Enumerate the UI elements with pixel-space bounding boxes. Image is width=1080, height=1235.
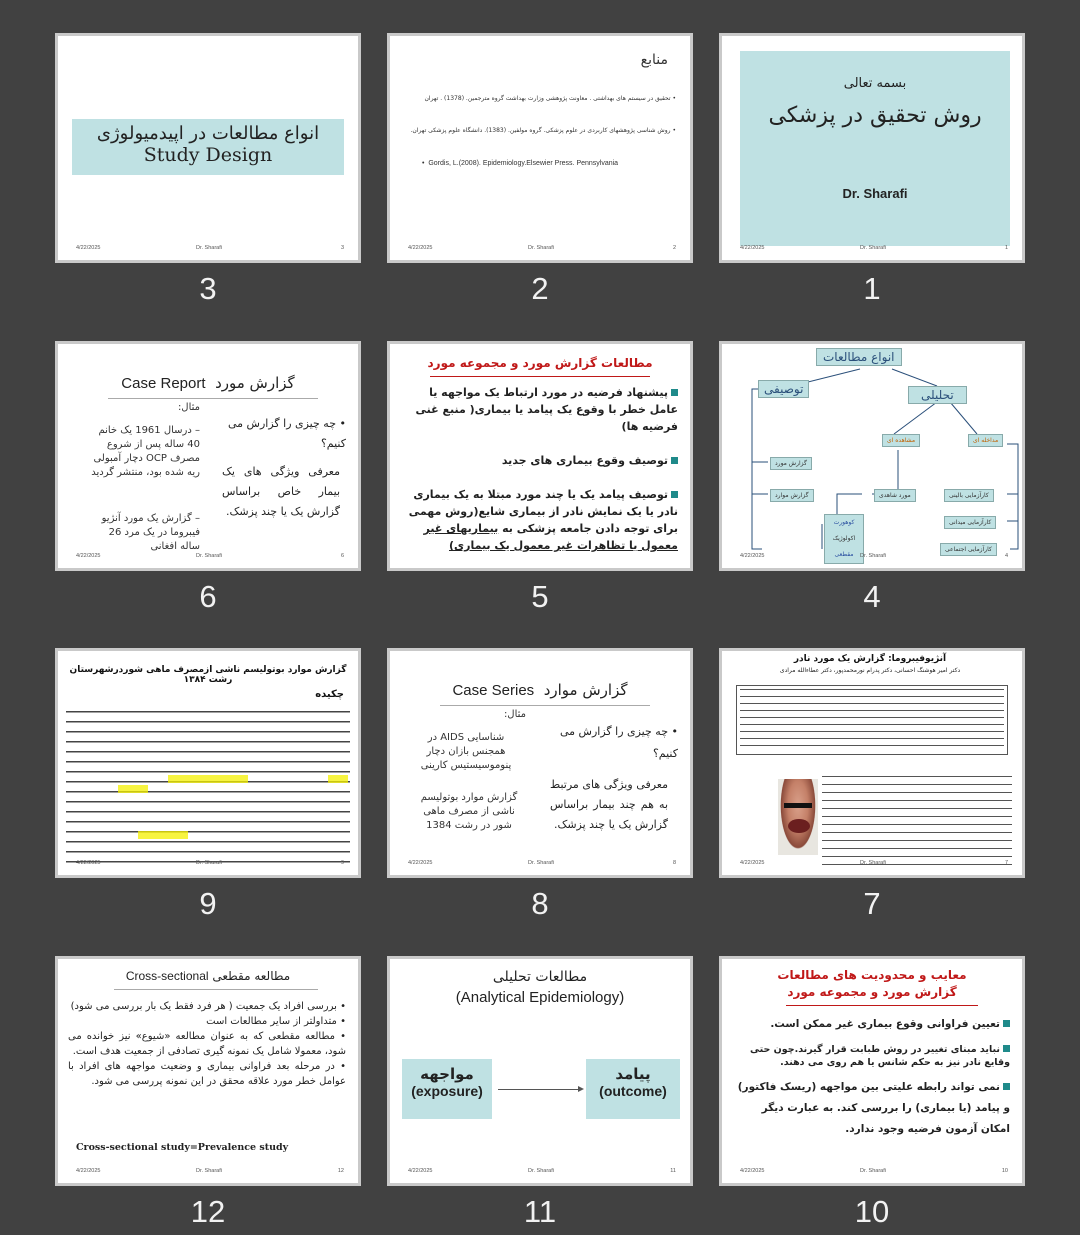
slide-title: روش تحقیق در پزشکی [768, 103, 982, 128]
slide-date: 4/22/2025 [408, 1168, 433, 1174]
slide-number-label: 5 [531, 579, 549, 614]
slide-page-number: 3 [340, 245, 344, 251]
slide-page-number: 8 [672, 860, 676, 866]
slide-title: Case Series گزارش موارد [452, 681, 628, 699]
slide-date: 4/22/2025 [740, 860, 765, 866]
slide-footer: Dr. Sharafi [528, 860, 554, 866]
slide-footer: Dr. Sharafi [528, 1168, 554, 1174]
question-text: • چه چیزی را گزارش می کنیم؟ [559, 725, 678, 760]
slide-title: Case Report گزارش مورد [121, 374, 295, 392]
example-2: گزارش موارد بوتولیسم ناشی از مصرف ماهی شور در رشت 1384 [420, 792, 518, 831]
patient-photo [778, 779, 818, 855]
bullet-2: نباید مبنای تغییر در روش طبابت قرار گیرند.چون حتی وقایع نادر نیز به حکم شانس یا هم روی می دهند. [750, 1044, 1010, 1068]
slide-number-label: 6 [199, 579, 217, 614]
arrow-line [498, 1089, 582, 1090]
slide-footer: Dr. Sharafi [860, 245, 886, 251]
outcome-fa: پیامد [615, 1065, 651, 1083]
slide-12[interactable] [55, 956, 361, 1186]
reference-1: • تحقیق در سیستم های بهداشتی . معاونت پژوهشی وزارت بهداشت گروه مترجمین. (1378) . تهران [424, 95, 676, 102]
slide-number-label: 7 [863, 886, 881, 921]
slide-number-label: 4 [863, 579, 881, 614]
slide-thumb-10 [719, 956, 1025, 1235]
question-text: • چه چیزی را گزارش می کنیم؟ [227, 417, 346, 450]
slide-footer: Dr. Sharafi [196, 860, 222, 866]
node-ecological: اکولوژیک [832, 535, 856, 542]
article-title: آنژیوفیبروما: گزارش یک مورد نادر [793, 654, 947, 664]
slide-thumb-1 [719, 33, 1025, 317]
title-box [72, 119, 344, 175]
node-clinical-trial: کارآزمایی بالینی [944, 489, 994, 502]
slide-date: 4/22/2025 [740, 1168, 765, 1174]
bullet-3: نمی تواند رابطه علیتی بین مواجهه (ریسک فاکتور) و پیامد (یا بیماری) را بررسی کند. به عبارت دیگر امکان آزمون فرضیه وجود ندارد. [737, 1081, 1010, 1135]
slide-3[interactable] [55, 33, 361, 263]
slide-page-number: 11 [670, 1168, 676, 1174]
abstract-heading: چکیده [315, 689, 344, 700]
bullet-list [68, 999, 346, 1089]
slide-page-number: 1 [1004, 245, 1008, 251]
title-underline [440, 705, 650, 706]
example-1: – درسال 1961 یک خانم 40 ساله پس از شروع مصرف OCP دچار آمبولی ریه شده بود، منتشر گردید [91, 425, 200, 478]
article-body-text [66, 707, 350, 867]
slide-7[interactable] [719, 648, 1025, 878]
lesion [788, 819, 810, 833]
slide-date: 4/22/2025 [76, 1168, 101, 1174]
slide-4[interactable] [719, 341, 1025, 571]
slide-footer: Dr. Sharafi [196, 245, 222, 251]
slide-footer: Dr. Sharafi [860, 553, 886, 559]
slide-date: 4/22/2025 [408, 245, 433, 251]
slide-title-fa: انواع مطالعات در اپیدمیولوژی [96, 123, 320, 144]
study-types-diagram [722, 344, 1022, 568]
bullet-4: • در مرحله بعد فراوانی بیماری و وضعیت مواجهه های افراد با عوامل خطر مورد علاقه محقق در این نمونه پررسی می شود. [68, 1061, 346, 1087]
slide-title: مطالعات گزارش مورد و مجموعه مورد [427, 356, 653, 370]
bullet-2: • متداولتر از سایر مطالعات است [206, 1016, 346, 1027]
title-underline [108, 398, 318, 399]
title-underline [786, 1005, 978, 1006]
slide-thumb-12 [55, 956, 361, 1235]
node-case-series: گزارش موارد [770, 489, 814, 502]
node-case-control: مورد شاهدی [874, 489, 916, 502]
slide-number-label: 9 [199, 886, 217, 921]
slide-6[interactable] [55, 341, 361, 571]
bullet-3: توصیف پیامد یک یا چند مورد مبتلا به یک بیماری نادر یا یک نمایش نادر از بیماری شایع(روش مهمی برای توجه دادن جامعه پزشکی به بیماریهای غیر معمول یا تظاهرات غیر معمول یک بیماری) [408, 488, 678, 552]
slide-thumb-6 [55, 341, 361, 625]
node-study-types: انواع مطالعات [816, 348, 902, 366]
exposure-fa: مواجهه [420, 1065, 474, 1083]
slide-footer: Dr. Sharafi [860, 860, 886, 866]
description-text: معرفی ویژگی های مرتبط به هم چند بیمار براساس گزارش یک یا چند پزشک. [550, 778, 668, 831]
exposure-box [402, 1059, 492, 1119]
slide-number-label: 8 [531, 886, 549, 921]
node-cross-sectional: مقطعی [834, 551, 854, 558]
slide-date: 4/22/2025 [408, 860, 433, 866]
node-analytic: تحلیلی [908, 386, 967, 404]
slide-page-number: 7 [1004, 860, 1008, 866]
slide-number-label: 3 [199, 271, 217, 306]
slide-number-label: 10 [854, 1194, 890, 1229]
article-body-text [822, 773, 1012, 865]
slide-footer: Dr. Sharafi [528, 245, 554, 251]
slide-page-number: 4 [1004, 553, 1008, 559]
slide-page-number: 12 [337, 1168, 344, 1174]
arrow-head-icon [578, 1086, 584, 1092]
example-2: – گزارش یک مورد آنژیو فیبروما در یک مرد 26 ساله افغانی [101, 513, 200, 552]
highlight-4 [138, 831, 188, 839]
slide-number-label: 2 [531, 271, 549, 306]
bullet-1: تعیین فراوانی وقوع بیماری غیر ممکن است. [736, 1017, 1010, 1032]
article-authors: دکتر امیر هوشنگ احسانی، دکتر پدرام نورمحمدپور، دکتر عطاءالله مرادی [779, 667, 961, 674]
node-cohort: کوهورت [833, 519, 855, 526]
slide-1[interactable] [719, 33, 1025, 263]
slide-number-label: 1 [863, 271, 881, 306]
slide-10[interactable] [719, 956, 1025, 1186]
title-underline [114, 989, 318, 990]
slide-thumb-11 [387, 956, 693, 1235]
bullet-1: پیشنهاد فرضیه در مورد ارتباط یک مواجهه یا عامل خطر با وقوع یک پیامد یا بیماری( منبع غنی فرضیه ها) [415, 386, 678, 433]
slide-9[interactable] [55, 648, 361, 878]
slide-thumb-3 [55, 33, 361, 317]
title-underline [430, 376, 650, 377]
slide-title-en: (Analytical Epidemiology) [455, 989, 625, 1006]
highlight-3 [118, 785, 148, 793]
node-community-trial: کارآزمایی اجتماعی [940, 543, 997, 556]
slide-footer: Dr. Sharafi [196, 1168, 222, 1174]
highlight-2 [328, 775, 348, 783]
slide-page-number: 9 [340, 860, 344, 866]
highlight-1 [168, 775, 248, 783]
slide-thumb-5 [387, 341, 693, 625]
article-title: گزارش موارد بوتولیسم ناشی ازمصرف ماهی شوردرشهرستان رشت ۱۳۸۴ [69, 665, 347, 685]
slide-title-fa: مطالعات تحلیلی [492, 969, 588, 985]
article-abstract-box [736, 685, 1008, 755]
slide-title-line1: معایب و محدودیت های مطالعات [777, 968, 967, 982]
slide-title-en: Study Design [143, 144, 273, 166]
node-interventional: مداخله ای [968, 434, 1003, 447]
slide-thumb-9 [55, 648, 361, 932]
node-descriptive: توصیفی [758, 380, 809, 398]
slide-thumb-2 [387, 33, 693, 317]
bullet-3: • مطالعه مقطعی که به عنوان مطالعه «شیوع» نیز خوانده می شود، معمولا شامل یک نمونه گیری تصادفی از جمعیت هدف است. [68, 1031, 347, 1057]
node-field-trial: کارآزمایی میدانی [944, 516, 996, 529]
slide-title [722, 967, 1022, 1001]
slide-footer: Dr. Sharafi [860, 1168, 886, 1174]
exposure-en: (exposure) [411, 1083, 483, 1099]
slide-date: 4/22/2025 [740, 553, 765, 559]
example-label: مثال: [177, 402, 200, 413]
slide-2[interactable] [387, 33, 693, 263]
slide-title: منابع [640, 52, 668, 68]
slide-thumb-7 [719, 648, 1025, 932]
title-box [740, 51, 1010, 246]
slide-number-label: 12 [190, 1194, 226, 1229]
node-case-report: گزارش مورد [770, 457, 812, 470]
slide-date: 4/22/2025 [76, 245, 101, 251]
reference-2: • روش شناسی پژوهشهای کاربردی در علوم پزشکی. گروه مولفین. (1383). دانشگاه علوم پزشکی تهران. [410, 127, 676, 134]
description-text: معرفی ویژگی های یک بیمار خاص براساس گزارش یک یا چند پزشک. [222, 465, 340, 518]
overlay-label: Cross-sectional study=Prevalence study [76, 1142, 289, 1153]
example-label: مثال: [503, 709, 526, 720]
node-observational: مشاهده ای [882, 434, 920, 447]
example-1: شناسایی AIDS در همجنس بازان دچار پنوموسیستیس کارینی [420, 732, 512, 771]
slide-5[interactable] [387, 341, 693, 571]
slide-thumb-8 [387, 648, 693, 932]
slide-date: 4/22/2025 [740, 245, 765, 251]
outcome-en: (outcome) [599, 1083, 667, 1099]
slide-11[interactable] [387, 956, 693, 1186]
slide-title: Cross-sectional مطالعه مقطعی [125, 969, 291, 983]
slide-date: 4/22/2025 [76, 860, 101, 866]
slide-page-number: 2 [672, 245, 676, 251]
slide-footer: Dr. Sharafi [196, 553, 222, 559]
slide-thumb-4 [719, 341, 1025, 625]
slide-page-number: 6 [340, 553, 344, 559]
slide-8[interactable] [387, 648, 693, 878]
slide-date: 4/22/2025 [76, 553, 101, 559]
slide-author: Dr. Sharafi [842, 186, 908, 201]
bullet-2: توصیف وقوع بیماری های جدید [408, 452, 678, 469]
slide-page-number: 10 [1001, 1168, 1008, 1174]
outcome-box [586, 1059, 680, 1119]
eye-mask [784, 803, 812, 808]
slide-number-label: 11 [523, 1194, 557, 1229]
slide-title-line2: گزارش مورد و مجموعه مورد [787, 985, 957, 999]
reference-3: • Gordis, L.(2008). Epidemiology.Elsewier Press. Pennsylvania [422, 160, 619, 167]
bullet-1: • بررسی افراد یک جمعیت ( هر فرد فقط یک بار بررسی می شود) [70, 1001, 346, 1012]
slide-subtitle: بسمه تعالی [843, 76, 907, 91]
